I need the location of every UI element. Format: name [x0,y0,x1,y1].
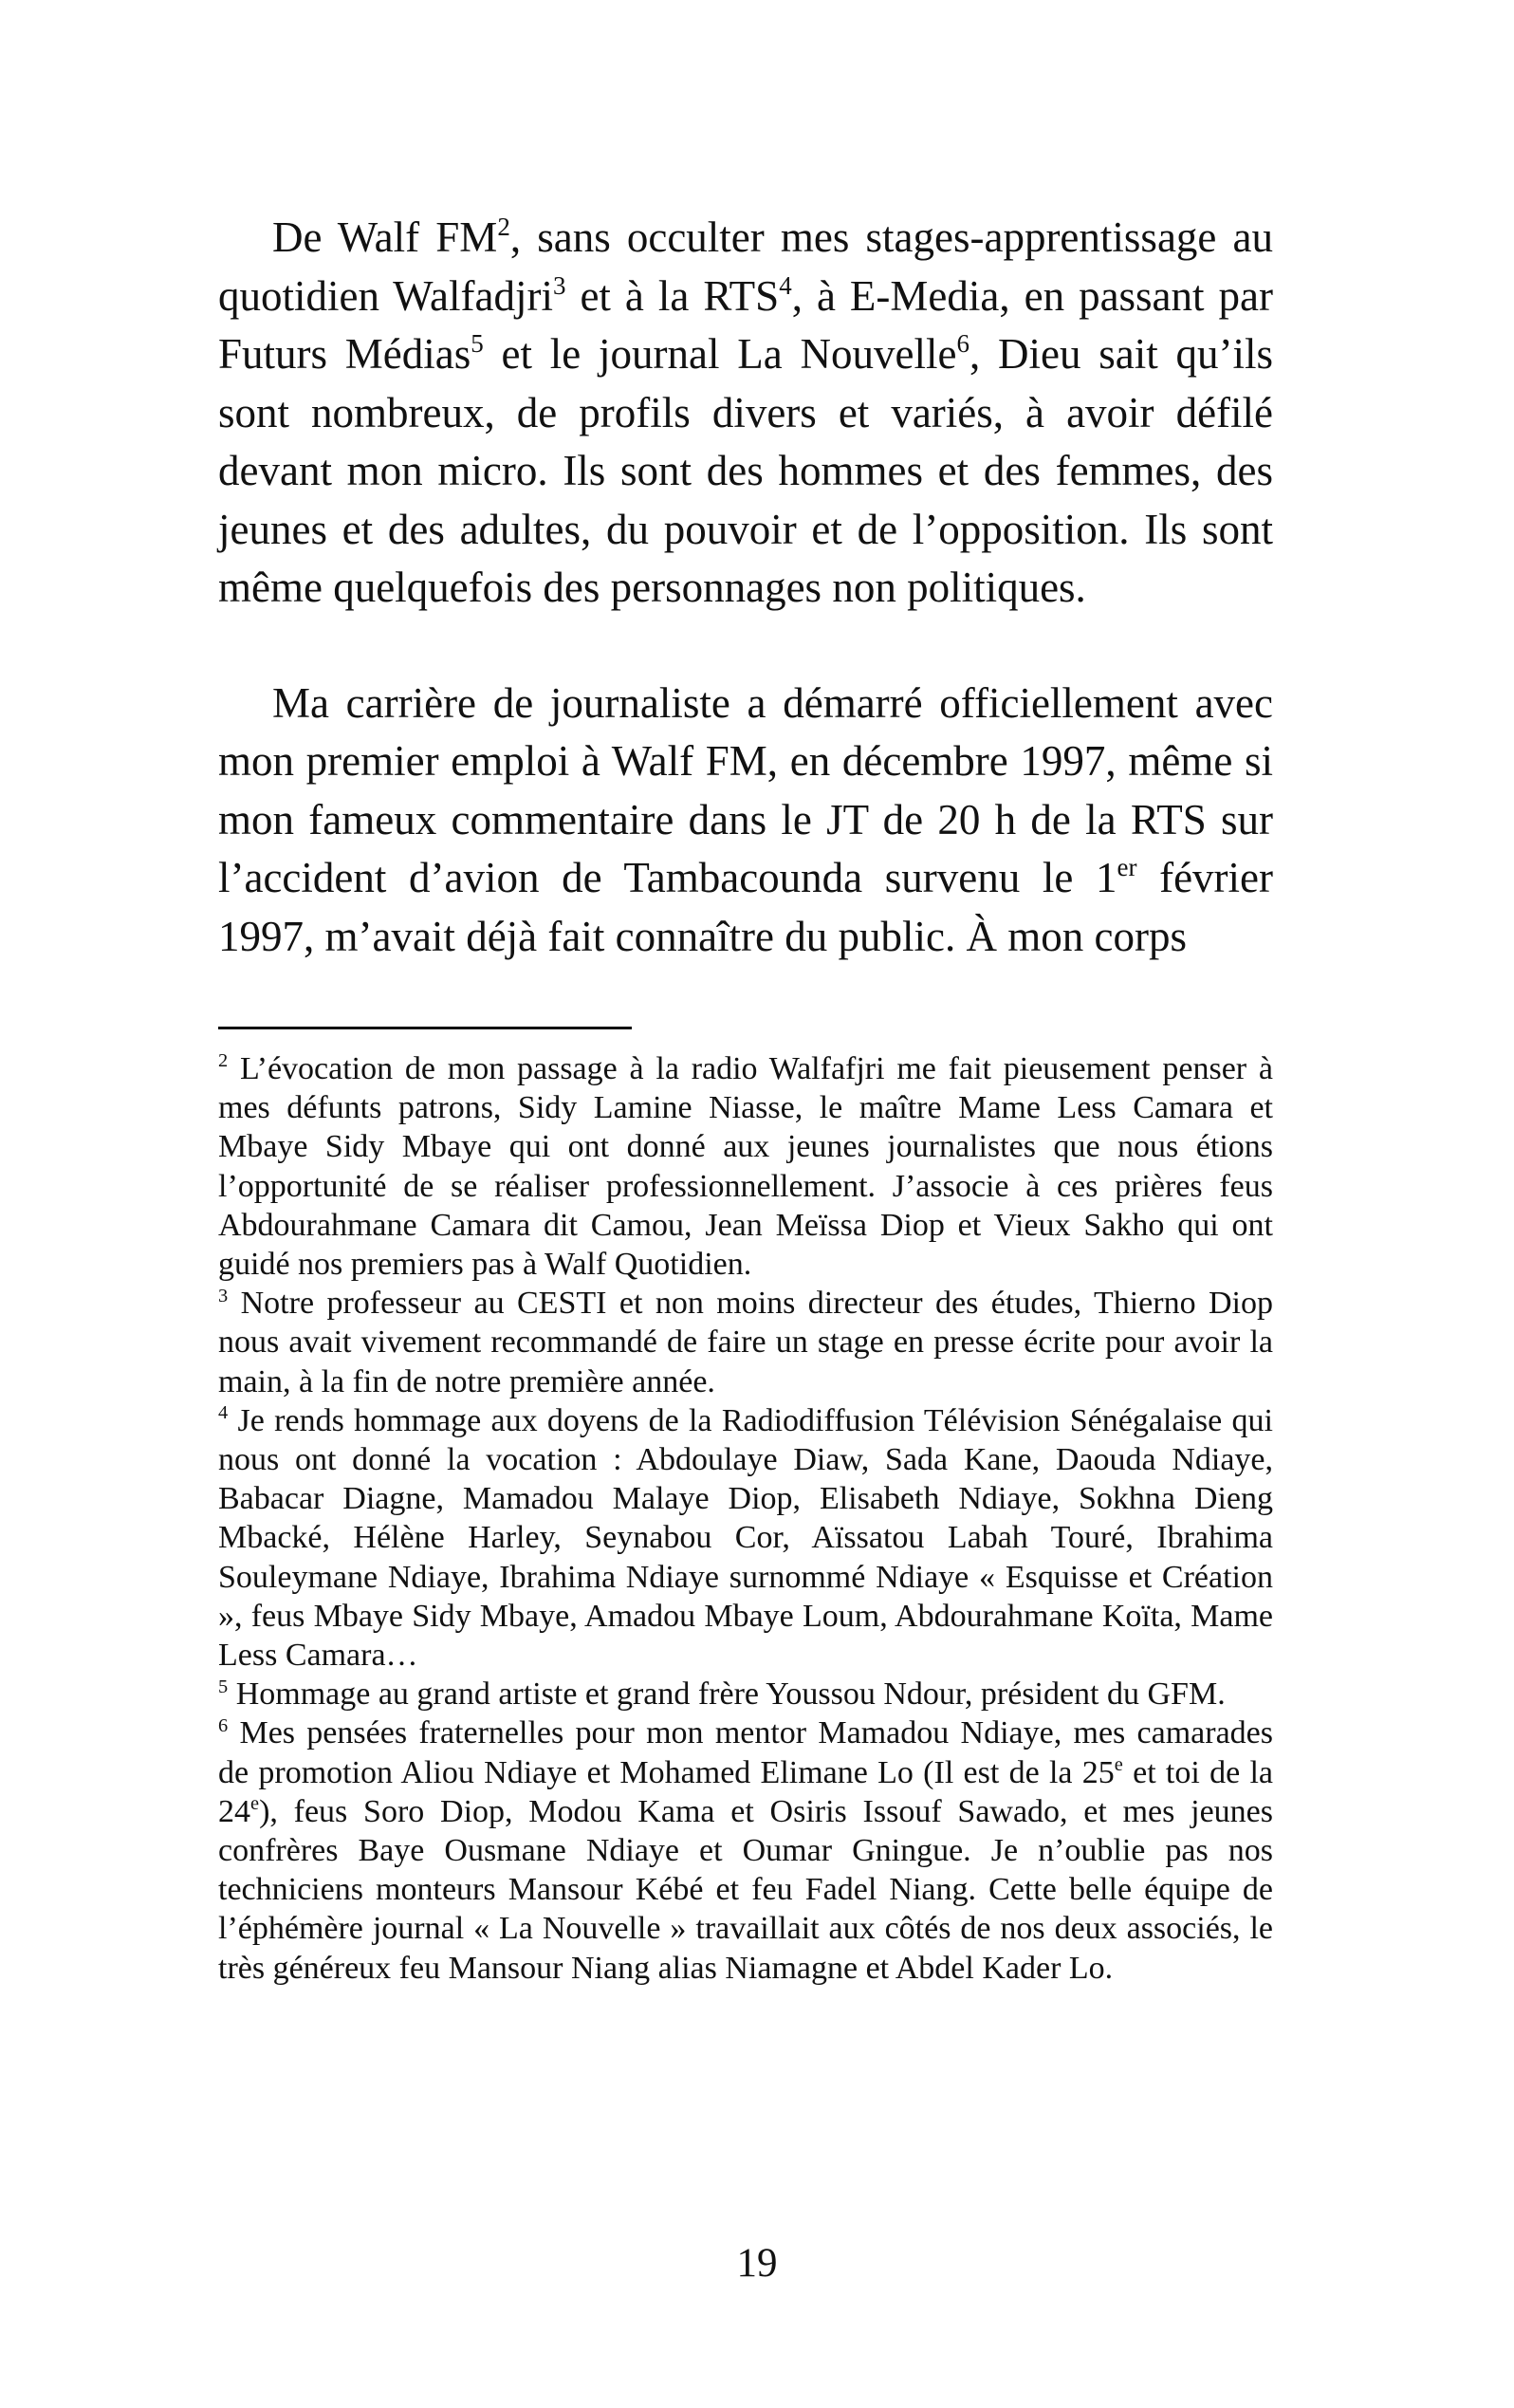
body-paragraph [218,675,1273,967]
text-run: , à E-Media, en passant par Futurs Médias [218,271,1273,378]
page-number: 19 [736,2241,778,2286]
note-reference: 2 [497,213,510,242]
text-run: ), feus Soro Diop, Modou Kama et Osiris Issouf Sawado, et mes jeunes confrères Baye Ousmane Ndiaye et Oumar Gningue. Je n’oublie pas nos techniciens monteurs Mansour Kébé et feu Fadel Niang. Cette belle équipe de l’éphémère journal « La Nouvelle » travaillait aux côtés de nos deux associés, le très généreux feu Mansour Niang alias Niamagne et Abdel Kader Lo. [218,1793,1273,1986]
note-reference: 6 [956,329,969,359]
footnote [218,1675,1273,1713]
text-run: Je rends hommage aux doyens de la Radiodiffusion Télévision Sénégalaise qui nous ont donné la vocation : Abdoulaye Diaw, Sada Kane, Daouda Ndiaye, Babacar Diagne, Mamadou Malaye Diop, Elisabeth Ndiaye, Sokhna Dieng Mbacké, Hélène Harley, Seynabou Cor, Aïssatou Labah Touré, Ibrahima Souleymane Ndiaye, Ibrahima Ndiaye surnommé Ndiaye « Esquisse et Création », feus Mbaye Sidy Mbaye, Amadou Mbaye Loum, Abdourahmane Koïta, Mame Less Camara… [218,1402,1273,1674]
note-reference: 5 [471,329,484,359]
text-run: Mes pensées fraternelles pour mon mentor Mamadou Ndiaye, mes camarades de promotion Aliou Ndiaye et Mohamed Elimane Lo (Il est de la 25 [218,1715,1273,1790]
note-reference: 4 [779,270,792,300]
note-reference: 4 [218,1402,229,1424]
text-run: et le journal La Nouvelle [483,330,957,378]
text-run: et toi de la 24 [218,1754,1273,1829]
note-reference: e [250,1793,260,1815]
text-run: Ma carrière de journaliste a démarré officiellement avec mon premier emploi à Walf FM, en décembre 1997, même si mon fameux commentaire dans le JT de 20 h de la RTS sur l’accident d’avion de Tambacounda survenu le 1 [218,678,1273,901]
note-reference: er [1117,853,1137,882]
footnotes [218,1049,1273,1988]
note-reference: 3 [218,1285,229,1306]
text-run: Notre professeur au CESTI et non moins directeur des études, Thierno Diop nous avait vivement recommandé de faire un stage en presse écrite pour avoir la main, à la fin de notre première année. [218,1286,1273,1399]
note-reference: 6 [218,1714,229,1736]
text-run: De Walf FM [272,213,498,261]
text-run: Hommage au grand artiste et grand frère Youssou Ndour, président du GFM. [228,1676,1226,1713]
text-run: L’évocation de mon passage à la radio Walfafjri me fait pieusement penser à mes défunts patrons, Sidy Lamine Niasse, le maître Mame Less Camara et Mbaye Sidy Mbaye qui ont donné aux jeunes journalistes que nous étions l’opportunité de se réaliser professionnellement. J’associe à ces prières feus Abdourahmane Camara dit Camou, Jean Meïssa Diop et Vieux Sakho qui ont guidé nos premiers pas à Walf Quotidien. [218,1051,1273,1283]
note-reference: 3 [552,270,566,300]
footnote [218,1049,1273,1284]
text-run: et à la RTS [565,271,780,320]
text-run: février 1997, m’avait déjà fait connaître du public. À mon corps [218,854,1274,960]
text-run: , Dieu sait qu’ils sont nombreux, de profils divers et variés, à avoir défilé devant mon micro. Ils sont des hommes et des femmes, des jeunes et des adultes, du pouvoir et de l’opposition. Ils sont même quelquefois des personnages non politiques. [218,330,1274,611]
note-reference: 5 [218,1676,229,1697]
note-reference: 2 [218,1050,229,1072]
text-run: , sans occulter mes stages-apprentissage au quotidien Walfadjri [218,213,1273,320]
footnote-separator [218,1027,632,1029]
note-reference: e [1114,1754,1123,1776]
main-text [218,209,1273,966]
body-paragraph [218,209,1273,618]
footnote [218,1401,1273,1675]
footnote [218,1713,1273,1987]
footnote [218,1284,1273,1401]
